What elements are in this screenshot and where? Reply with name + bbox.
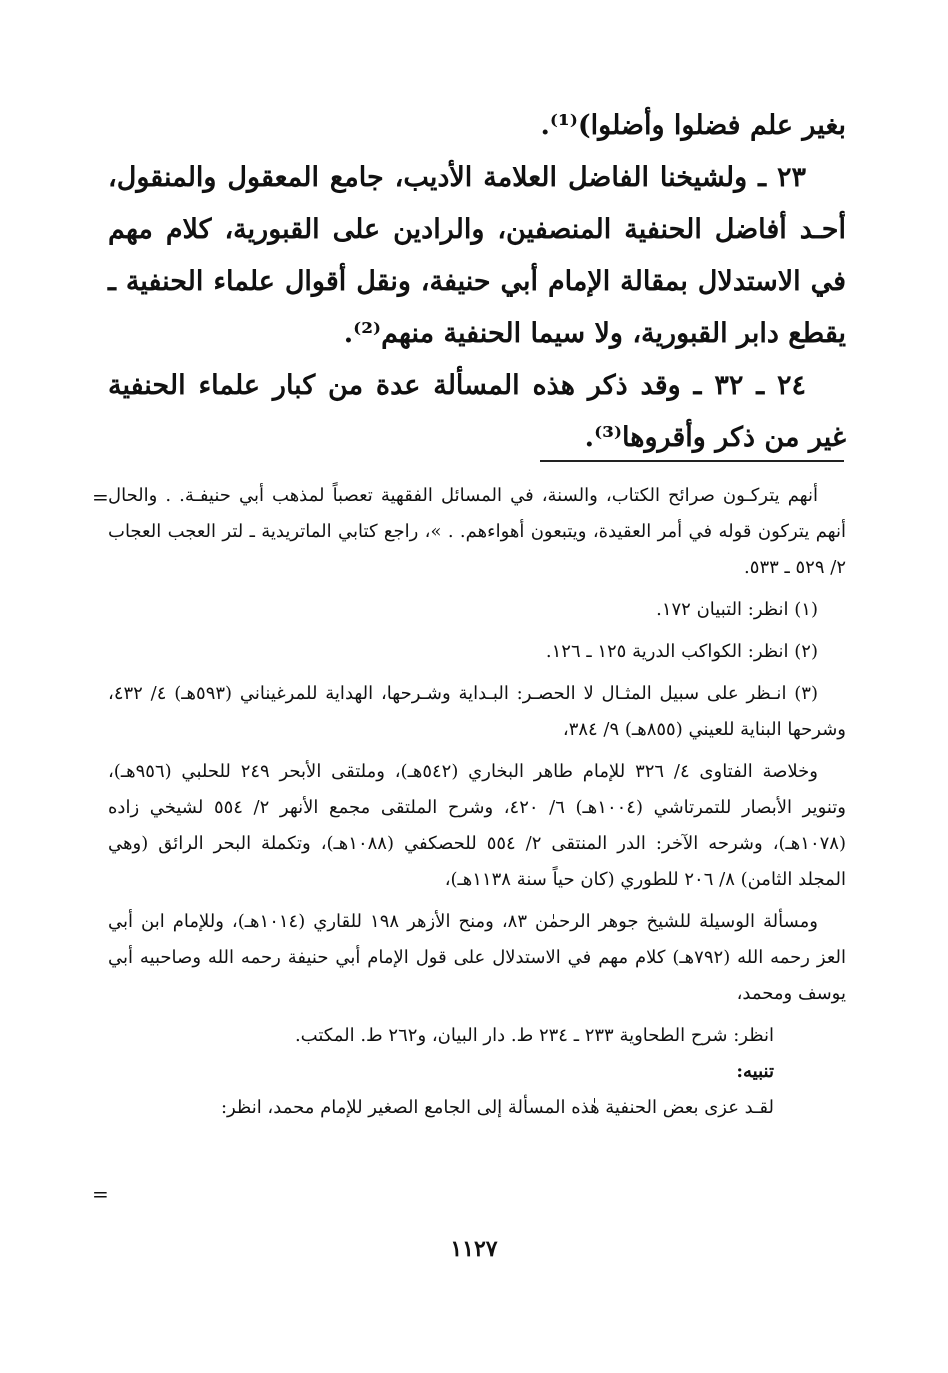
footnote-3-part-2: وخلاصة الفتاوى ٤/ ٣٢٦ للإمام طاهر البخاري (٥٤٢هـ)، وملتقى الأبحر ٢٤٩ للحلبي (٩٥٦هـ)، وتنوير الأبصار للتمرتاشي (١٠٠٤هـ) ٦/ ٤٢٠، وشرح الملتقى مجمع الأنهر ٢/ ٥٥٤ لشيخي زاده (١٠٧٨هـ)، وشرحه الآخر: الدر المنتقى ٢/ ٥٥٤ للحصكفي (١٠٨٨هـ)، وتكملة البحر الرائق (وهي المجلد الثامن) ٨/ ٢٠٦ للطوري (كان حياً سنة ١١٣٨هـ)،	[108, 761, 847, 890]
continuation-mark-bottom: =	[92, 1182, 109, 1206]
paragraph-23: ٢٣ ـ ولشيخنا الفاضل العلامة الأديب، جامع المعقول والمنقول، أحـد أفاضل الحنفية المنصفين، والرادين على القبورية، كلام مهم في الاستدلال بمقالة الإمام أبي حنيفة، ونقل أقوال علماء الحنفية ـ يقطع دابر القبورية، ولا سيما الحنفية منهم⁽²⁾.	[108, 162, 846, 349]
footnote-3: (٣) انـظر على سبيل المثـال لا الحصـر: البـداية وشـرحها، الهداية للمرغيناني (٥٩٣هـ) ٤/ ٤٣٢، وشرحها البناية للعيني (٨٥٥هـ) ٩/ ٣٨٤،	[108, 683, 846, 740]
footnote-2: (٢) انظر: الكواكب الدرية ١٢٥ ـ ١٢٦.	[545, 641, 818, 662]
paragraph-24-32: ٢٤ ـ ٣٢ ـ وقد ذكر هذه المسألة عدة من كبار علماء الحنفية غير من ذكر وأقروها⁽³⁾.	[108, 370, 846, 453]
paragraph-1: بغير علم فضلوا وأضلوا)⁽¹⁾.	[540, 110, 846, 141]
footnote-3-part-3: ومسألة الوسيلة للشيخ جوهر الرحمٰن ٨٣، ومنح الأزهر ١٩٨ للقاري (١٠١٤هـ)، وللإمام ابن أبي العز رحمه الله (٧٩٢هـ) كلام مهم في الاستدلال على قول الإمام أبي حنيفة رحمه الله وصاحبيه أبي يوسف ومحمد،	[108, 911, 846, 1004]
main-text	[108, 100, 846, 464]
footnote-1: (١) انظر: التبيان ١٧٢.	[656, 599, 818, 620]
note-text: لقـد عزى بعض الحنفية هٰذه المسألة إلى الجامع الصغير للإمام محمد، انظر:	[220, 1097, 774, 1118]
page-number: ١١٢٧	[450, 1236, 498, 1262]
continuation-mark-top: =	[92, 485, 109, 509]
footnote-separator	[540, 460, 844, 462]
note-heading: تنبيه:	[736, 1061, 774, 1082]
footnote-3-reference: انظر: شرح الطحاوية ٢٣٣ ـ ٢٣٤ ط. دار البيان، و٢٦٢ ط. المكتب.	[294, 1025, 774, 1046]
footnote-continuation: أنهم يتركـون صرائح الكتاب، والسنة، في المسائل الفقهية تعصباً لمذهب أبي حنيفـة. . والحال أنهم يتركون قوله في أمر العقيدة، ويتبعون أهواءهم. . »، راجع كتابي الماتريدية ـ لتر العجب العجاب ٢/ ٥٢٩ ـ ٥٣٣.	[108, 485, 846, 578]
footnotes	[108, 478, 846, 1126]
